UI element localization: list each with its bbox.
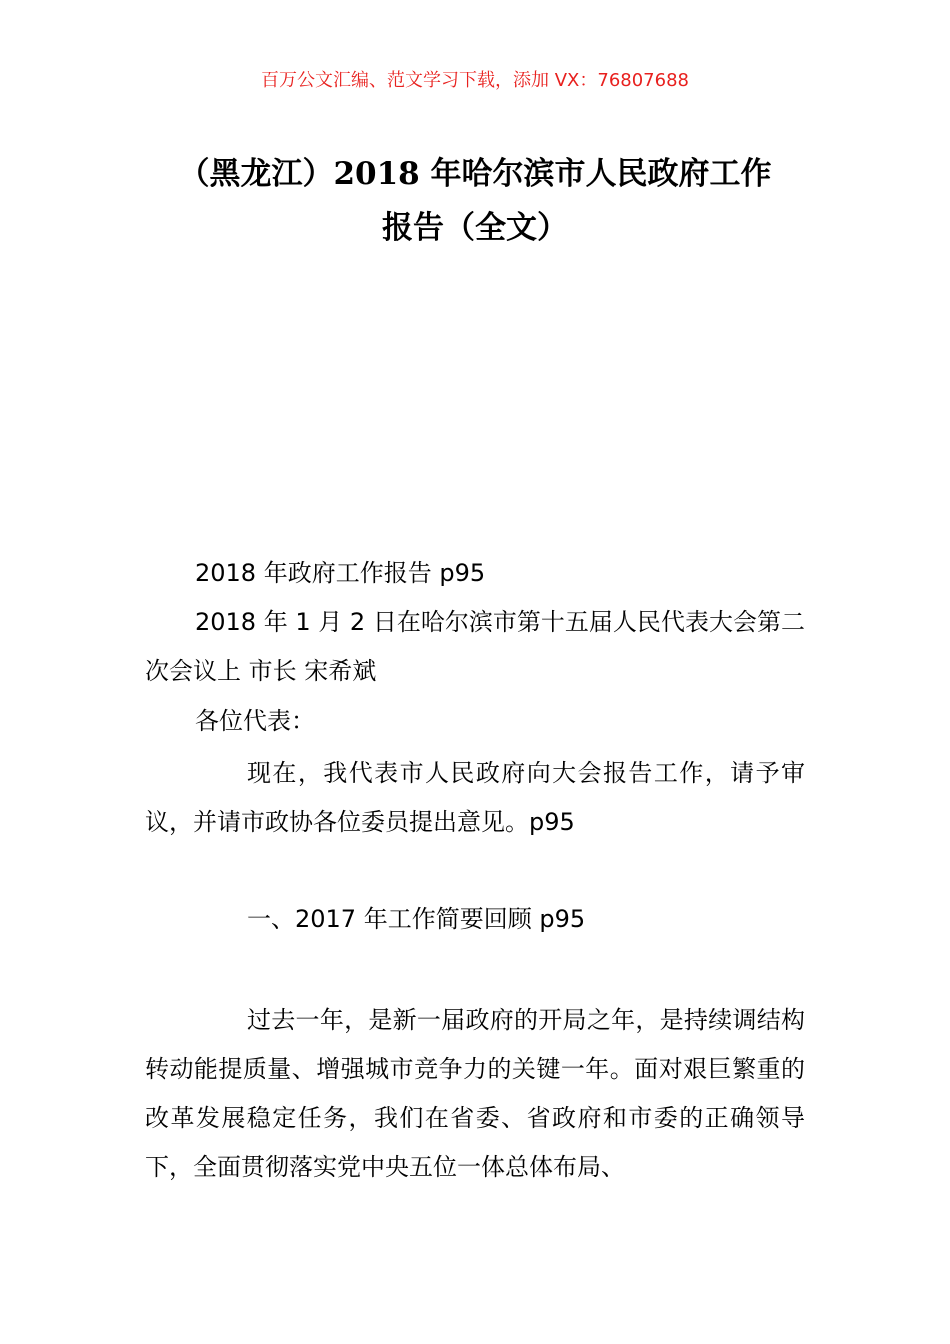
document-title-line-1: （黑龙江）2018 年哈尔滨市人民政府工作 xyxy=(178,156,772,192)
report-byline: 2018 年 1 月 2 日在哈尔滨市第十五届人民代表大会第二次会议上 市长 宋希斌 xyxy=(145,608,805,685)
document-title-line-2: 报告（全文） xyxy=(382,210,568,246)
opening-paragraph: 现在，我代表市人民政府向大会报告工作，请予审议，并请市政协各位委员提出意见。p95 xyxy=(145,759,805,836)
document-title xyxy=(140,147,810,255)
body-paragraph-1: 过去一年，是新一届政府的开局之年，是持续调结构转动能提质量、增强城市竞争力的关键一年。面对艰巨繁重的改革发展稳定任务，我们在省委、省政府和市委的正确领导下，全面贯彻落实党中央五位一体总体布局、 xyxy=(145,1006,805,1181)
salutation: 各位代表： xyxy=(195,707,315,735)
report-subtitle: 2018 年政府工作报告 p95 xyxy=(195,559,486,587)
section-heading-1: 一、2017 年工作简要回顾 p95 xyxy=(247,905,586,933)
header-watermark-note: 百万公文汇编、范文学习下载，添加 VX：76807688 xyxy=(261,70,689,91)
